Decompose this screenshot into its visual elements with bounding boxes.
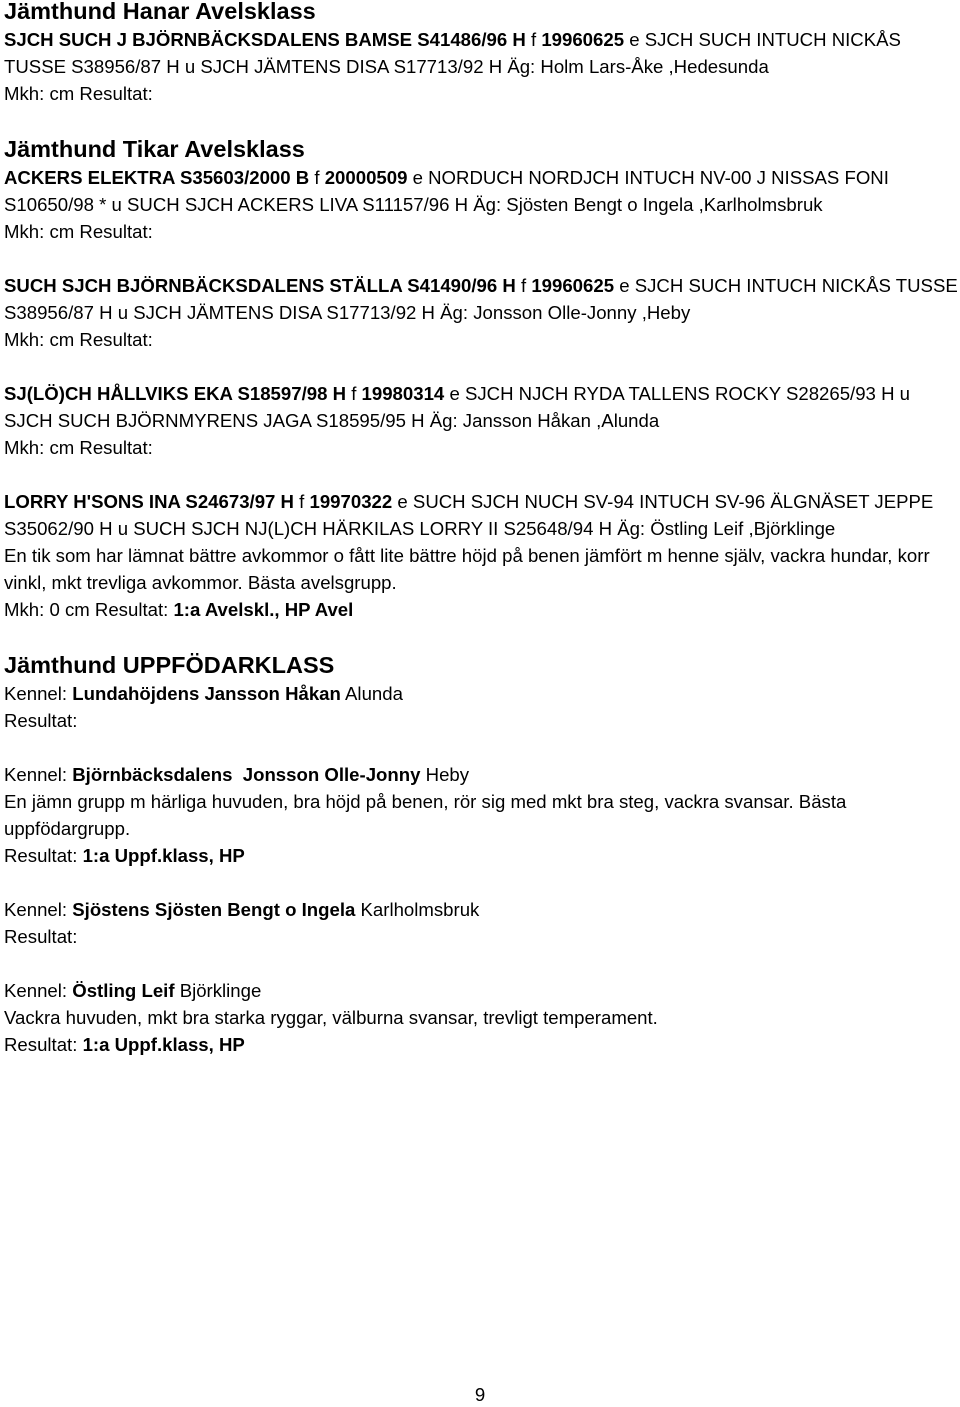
dog-entry — [4, 272, 958, 353]
result-label: Resultat: — [4, 1034, 78, 1055]
kennel-place: Björklinge — [179, 980, 262, 1001]
kennel-critique: Vackra huvuden, mkt bra starka ryggar, välburna svansar, trevligt temperament. — [4, 1007, 658, 1028]
result-label: Resultat: — [4, 710, 78, 731]
kennel-award: 1:a Uppf.klass, HP — [82, 1034, 245, 1055]
dog-birth-date: 19960625 — [541, 29, 625, 50]
dog-entry — [4, 26, 958, 107]
dog-birth-date: 19970322 — [309, 491, 393, 512]
kennel-label: Kennel: — [4, 899, 68, 920]
kennel-entry — [4, 896, 958, 950]
kennel-critique: En jämn grupp m härliga huvuden, bra höjd på benen, rör sig med mkt bra steg, vackra svansar. Bästa uppfödargrupp. — [4, 791, 847, 839]
kennel-result — [4, 707, 958, 734]
kennel-place: Karlholmsbruk — [360, 899, 480, 920]
dog-name: ACKERS ELEKTRA S35603/2000 B — [4, 167, 310, 188]
kennel-line — [4, 761, 958, 788]
kennel-entry — [4, 761, 958, 869]
dog-owner: Äg: Jansson Håkan ,Alunda — [429, 410, 660, 431]
dog-name: SJCH SUCH J BJÖRNBÄCKSDALENS BAMSE S41486/96 H — [4, 29, 526, 50]
dog-result: Mkh: cm Resultat: — [4, 437, 153, 458]
dog-entry — [4, 380, 958, 461]
dog-result — [4, 596, 958, 623]
dog-pedigree: e NORDUCH NORDJCH INTUCH NV-00 J NISSAS FONI S10650/98 * u SUCH SJCH ACKERS LIVA S11157/96 H — [4, 167, 889, 215]
dog-description — [4, 380, 958, 434]
kennel-name: Östling Leif — [72, 980, 175, 1001]
dog-pedigree: e SJCH SUCH INTUCH NICKÅS TUSSE S38956/87 H u SJCH JÄMTENS DISA S17713/92 H — [4, 275, 958, 323]
dog-sex: f — [351, 383, 357, 404]
dog-entry — [4, 164, 958, 245]
dog-sex: f — [530, 29, 537, 50]
kennel-entry — [4, 680, 958, 734]
dog-entry — [4, 488, 958, 623]
result-label: Resultat: — [4, 845, 78, 866]
dog-result: Mkh: cm Resultat: — [4, 221, 153, 242]
section-heading-hanar-avelsklass: Jämthund Hanar Avelsklass — [4, 0, 316, 24]
dog-result: Mkh: cm Resultat: — [4, 329, 153, 350]
kennel-name: Lundahöjdens Jansson Håkan — [72, 683, 341, 704]
dog-pedigree: e SJCH NJCH RYDA TALLENS ROCKY S28265/93 H u SJCH SUCH BJÖRNMYRENS JAGA S18595/95 H — [4, 383, 911, 431]
section-heading-tikar-avelsklass: Jämthund Tikar Avelsklass — [4, 136, 305, 162]
dog-birth-date: 19980314 — [361, 383, 445, 404]
kennel-line — [4, 680, 958, 707]
dog-sex: f — [314, 167, 320, 188]
kennel-award: 1:a Uppf.klass, HP — [82, 845, 245, 866]
dog-critique: En tik som har lämnat bättre avkommor o fått lite bättre höjd på benen jämfört m henne själv, vackra hundar, korr vinkl, mkt trevliga avkommor. Bästa avelsgrupp. — [4, 545, 930, 593]
dog-owner: Äg: Holm Lars-Åke ,Hedesunda — [507, 56, 769, 77]
section-heading-uppfodarklass: Jämthund UPPFÖDARKLASS — [4, 652, 335, 678]
dog-birth-date: 19960625 — [531, 275, 615, 296]
dog-sex: f — [299, 491, 305, 512]
kennel-place: Alunda — [345, 683, 403, 704]
dog-result-label: Mkh: 0 cm Resultat: — [4, 599, 169, 620]
kennel-label: Kennel: — [4, 764, 68, 785]
dog-award: 1:a Avelskl., HP Avel — [173, 599, 354, 620]
dog-description — [4, 26, 958, 80]
kennel-entry — [4, 977, 958, 1058]
result-label: Resultat: — [4, 926, 78, 947]
dog-sex: f — [520, 275, 527, 296]
kennel-name: Björnbäcksdalens Jonsson Olle-Jonny — [72, 764, 421, 785]
kennel-result — [4, 1031, 958, 1058]
kennel-name: Sjöstens Sjösten Bengt o Ingela — [72, 899, 356, 920]
dog-pedigree: e SUCH SJCH NUCH SV-94 INTUCH SV-96 ÄLGNÄSET JEPPE S35062/90 H u SUCH SJCH NJ(L)CH HÄRKILAS LORRY II S25648/94 H — [4, 491, 934, 539]
kennel-label: Kennel: — [4, 980, 68, 1001]
dog-birth-date: 20000509 — [324, 167, 408, 188]
document-body — [4, 0, 958, 1085]
dog-name: SJ(LÖ)CH HÅLLVIKS EKA S18597/98 H — [4, 383, 347, 404]
kennel-result — [4, 923, 958, 950]
dog-owner: Äg: Östling Leif ,Björklinge — [617, 518, 836, 539]
dog-pedigree: e SJCH SUCH INTUCH NICKÅS TUSSE S38956/87 H u SJCH JÄMTENS DISA S17713/92 H — [4, 29, 901, 77]
dog-name: LORRY H'SONS INA S24673/97 H — [4, 491, 294, 512]
dog-description — [4, 488, 958, 542]
dog-name: SUCH SJCH BJÖRNBÄCKSDALENS STÄLLA S41490/96 H — [4, 275, 516, 296]
kennel-line — [4, 896, 958, 923]
dog-description — [4, 272, 958, 326]
dog-owner: Äg: Sjösten Bengt o Ingela ,Karlholmsbruk — [473, 194, 823, 215]
kennel-line — [4, 977, 958, 1004]
kennel-result — [4, 842, 958, 869]
dog-owner: Äg: Jonsson Olle-Jonny ,Heby — [440, 302, 691, 323]
dog-description — [4, 164, 958, 218]
dog-result: Mkh: cm Resultat: — [4, 83, 153, 104]
kennel-label: Kennel: — [4, 683, 68, 704]
page-number: 9 — [474, 1384, 486, 1405]
kennel-place: Heby — [425, 764, 470, 785]
